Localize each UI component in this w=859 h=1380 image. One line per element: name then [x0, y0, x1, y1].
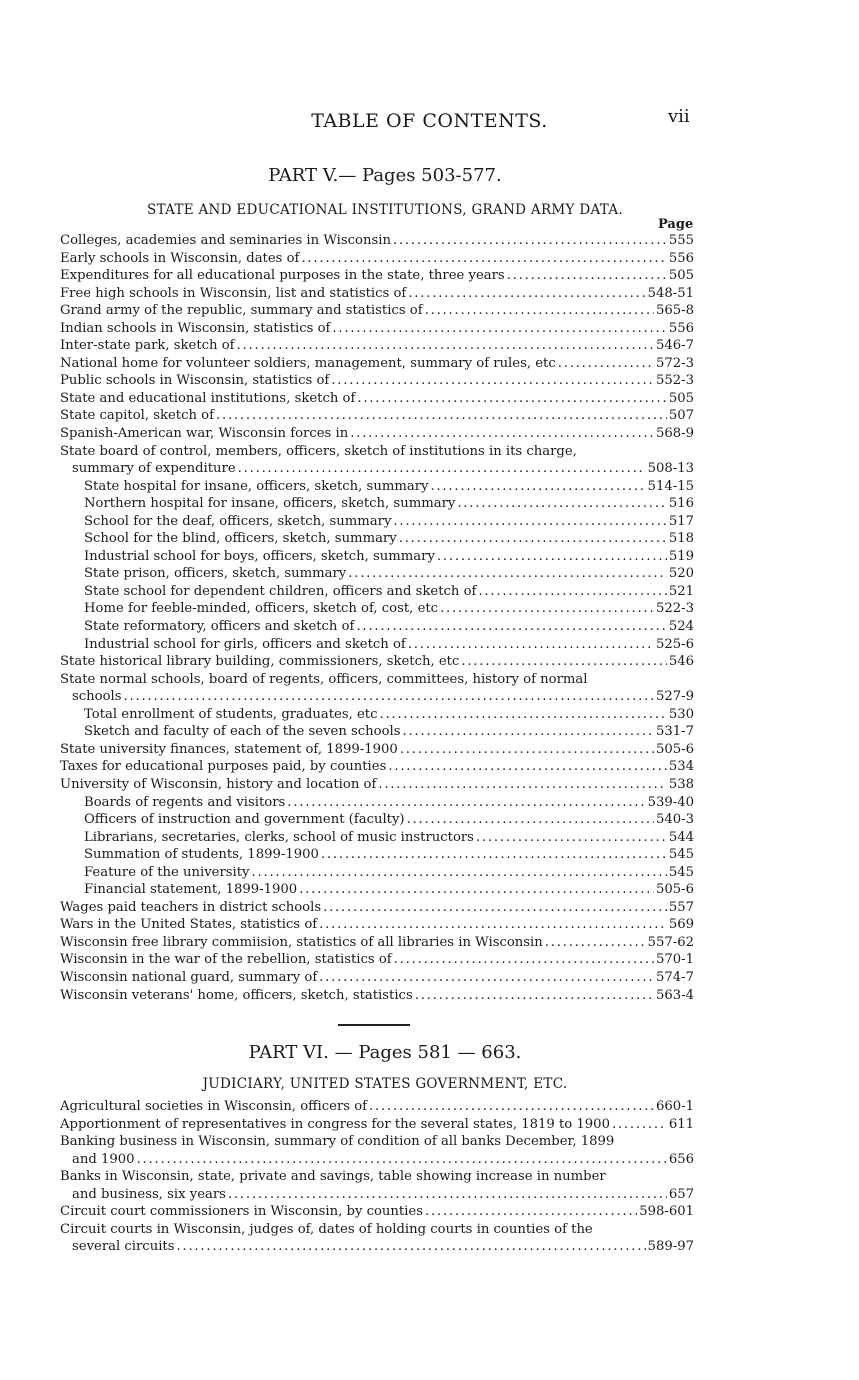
- toc-entry-label: Inter-state park, sketch of: [60, 338, 235, 354]
- toc-entry-page: 546: [668, 654, 694, 670]
- dot-leader: [457, 495, 667, 513]
- dot-leader: [350, 425, 654, 443]
- toc-entry-label: summary of expenditure: [72, 461, 236, 477]
- toc-entry-label: State historical library building, commissioners, sketch, etc: [60, 654, 460, 670]
- toc-entry: [60, 846, 694, 864]
- toc-entry: [60, 916, 694, 934]
- toc-entry-label: State board of control, members, officers, sketch of institutions in its charge,: [60, 443, 577, 459]
- dot-leader: [176, 1238, 645, 1256]
- dot-leader: [331, 372, 654, 390]
- toc-entry-page: 556: [668, 250, 694, 266]
- toc-entry: [60, 987, 694, 1005]
- toc-entry: [60, 390, 694, 408]
- toc-entry: [60, 250, 694, 268]
- toc-entry: [60, 583, 694, 601]
- part-v-title: PART V.— Pages 503-577.: [268, 165, 502, 186]
- toc-entry-page: 546-7: [655, 338, 694, 354]
- toc-entry-page: 565-8: [655, 303, 694, 319]
- toc-entry-page: 563-4: [655, 987, 694, 1003]
- dot-leader: [507, 267, 667, 285]
- dot-leader: [393, 232, 667, 250]
- toc-entry: [60, 969, 694, 987]
- toc-entry: [60, 320, 694, 338]
- dot-leader: [299, 881, 654, 899]
- toc-entry-page: 507: [668, 408, 694, 424]
- toc-entry: [60, 600, 694, 618]
- part-vi-title: PART VI. — Pages 581 — 663.: [248, 1042, 522, 1063]
- toc-entry-label: Spanish-American war, Wisconsin forces in: [60, 426, 349, 442]
- toc-entry: [60, 1098, 694, 1116]
- toc-entry-page: 569: [668, 917, 694, 933]
- toc-entry-page: 521: [668, 583, 694, 599]
- toc-entry-page: 518: [668, 531, 694, 547]
- dot-leader: [394, 951, 654, 969]
- dot-leader: [393, 513, 666, 531]
- toc-entry-page: 540-3: [655, 812, 694, 828]
- toc-entry: [60, 372, 694, 390]
- dot-leader: [228, 1186, 667, 1204]
- toc-entry: [60, 407, 694, 425]
- toc-entry: [60, 688, 694, 706]
- toc-entry-label: State hospital for insane, officers, sketch, summary: [84, 478, 429, 494]
- toc-entry: [60, 478, 694, 496]
- toc-entry: [60, 881, 694, 899]
- toc-entry: [60, 1168, 694, 1186]
- dot-leader: [545, 934, 646, 952]
- toc-entry-label: Grand army of the republic, summary and statistics of: [60, 303, 423, 319]
- toc-entry-label: schools: [72, 689, 122, 705]
- toc-entry-label: Financial statement, 1899-1900: [84, 882, 298, 898]
- toc-entry: [60, 1116, 694, 1134]
- toc-entry-label: and business, six years: [72, 1186, 226, 1202]
- toc-entry-page: 508-13: [647, 461, 694, 477]
- toc-entry-label: Total enrollment of students, graduates, etc: [84, 706, 378, 722]
- dot-leader: [137, 1151, 667, 1169]
- toc-entry: [60, 530, 694, 548]
- toc-entry-label: State normal schools, board of regents, officers, committees, history of normal: [60, 671, 588, 687]
- dot-leader: [237, 337, 654, 355]
- toc-entry-page: 572-3: [655, 355, 694, 371]
- dot-leader: [408, 636, 654, 654]
- toc-entry-page: 505: [668, 390, 694, 406]
- toc-entry: [60, 618, 694, 636]
- toc-entry: [60, 460, 694, 478]
- toc-entry-page: 548-51: [647, 285, 694, 301]
- toc-entry-label: Northern hospital for insane, officers, sketch, summary: [84, 496, 456, 512]
- toc-entry-label: Wisconsin national guard, summary of: [60, 969, 318, 985]
- toc-entry: [60, 548, 694, 566]
- toc-entry-page: 568-9: [655, 426, 694, 442]
- toc-entry-page: 544: [668, 829, 694, 845]
- toc-entry-label: Officers of instruction and government (faculty): [84, 812, 405, 828]
- dot-leader: [357, 390, 666, 408]
- toc-entry-label: Expenditures for all educational purposes in the state, three years: [60, 268, 505, 284]
- toc-entry: [60, 285, 694, 303]
- dot-leader: [558, 355, 654, 373]
- dot-leader: [437, 548, 667, 566]
- toc-entry-page: 534: [668, 759, 694, 775]
- toc-entry: [60, 653, 694, 671]
- toc-entry-page: 556: [668, 320, 694, 336]
- toc-entry-page: 505: [668, 268, 694, 284]
- toc-entry-label: Circuit court commissioners in Wisconsin, by counties: [60, 1204, 423, 1220]
- dot-leader: [356, 618, 666, 636]
- toc-entry: [60, 337, 694, 355]
- toc-entry: [60, 1221, 694, 1239]
- toc-entry-label: University of Wisconsin, history and location of: [60, 776, 377, 792]
- dot-leader: [287, 794, 645, 812]
- toc-entry-label: Agricultural societies in Wisconsin, officers of: [60, 1099, 368, 1114]
- toc-entry-label: Wisconsin veterans' home, officers, sketch, statistics: [60, 987, 413, 1003]
- toc-entry-label: Taxes for educational purposes paid, by counties: [60, 759, 387, 775]
- toc-entry-page: 570-1: [655, 952, 694, 968]
- toc-entry-label: Free high schools in Wisconsin, list and statistics of: [60, 285, 407, 301]
- toc-entry: [60, 1238, 694, 1256]
- dot-leader: [478, 583, 666, 601]
- toc-entry-label: State capitol, sketch of: [60, 408, 214, 424]
- toc-entry-label: Banks in Wisconsin, state, private and savings, table showing increase in number: [60, 1169, 606, 1185]
- toc-entry: [60, 513, 694, 531]
- dot-leader: [319, 969, 654, 987]
- toc-entry-label: Boards of regents and visitors: [84, 794, 286, 810]
- toc-entry-label: Early schools in Wisconsin, dates of: [60, 250, 300, 266]
- toc-entry: [60, 811, 694, 829]
- toc-entry: [60, 425, 694, 443]
- dot-leader: [216, 407, 667, 425]
- toc-entry-label: School for the blind, officers, sketch, summary: [84, 531, 397, 547]
- toc-entry-page: 514-15: [647, 478, 694, 494]
- toc-entry-label: National home for volunteer soldiers, management, summary of rules, etc: [60, 355, 556, 371]
- dot-leader: [400, 741, 654, 759]
- toc-entry: [60, 758, 694, 776]
- toc-entry: [60, 829, 694, 847]
- dot-leader: [238, 460, 646, 478]
- toc-entry-label: Wisconsin in the war of the rebellion, statistics of: [60, 952, 392, 968]
- toc-entry: [60, 723, 694, 741]
- toc-entry: [60, 741, 694, 759]
- toc-entry-label: Indian schools in Wisconsin, statistics of: [60, 320, 331, 336]
- toc-entry-label: Wisconsin free library commiision, statistics of all libraries in Wisconsin: [60, 934, 543, 950]
- dot-leader: [403, 723, 654, 741]
- toc-entry-label: several circuits: [72, 1239, 175, 1255]
- toc-entry: [60, 1186, 694, 1204]
- toc-entry: [60, 565, 694, 583]
- toc-entry: [60, 671, 694, 689]
- toc-entry-page: 527-9: [655, 689, 694, 705]
- dot-leader: [388, 758, 666, 776]
- toc-entry-page: 552-3: [655, 373, 694, 389]
- toc-entry-label: Home for feeble-minded, officers, sketch of, cost, etc: [84, 601, 439, 617]
- dot-leader: [369, 1098, 654, 1116]
- dot-leader: [348, 565, 667, 583]
- page-title: TABLE OF CONTENTS.: [311, 110, 548, 132]
- toc-entry: [60, 706, 694, 724]
- toc-entry: [60, 776, 694, 794]
- toc-entry: [60, 443, 694, 461]
- dot-leader: [332, 320, 666, 338]
- dot-leader: [425, 1203, 637, 1221]
- dot-leader: [425, 302, 654, 320]
- toc-entry-page: 505-6: [655, 741, 694, 757]
- toc-entry-page: 520: [668, 566, 694, 582]
- toc-entry-page: 522-3: [655, 601, 694, 617]
- toc-entry-page: 557-62: [647, 934, 694, 950]
- dot-leader: [399, 530, 667, 548]
- dot-leader: [319, 916, 667, 934]
- toc-entry: [60, 934, 694, 952]
- dot-leader: [407, 811, 654, 829]
- dot-leader: [124, 688, 654, 706]
- toc-entry-label: Industrial school for girls, officers and sketch of: [84, 636, 406, 652]
- page-column-label: Page: [658, 217, 694, 232]
- toc-entry-label: Apportionment of representatives in congress for the several states, 1819 to 1900: [60, 1116, 610, 1132]
- dot-leader: [476, 829, 667, 847]
- dot-leader: [378, 776, 666, 794]
- toc-entry: [60, 355, 694, 373]
- part-v-subtitle: STATE AND EDUCATIONAL INSTITUTIONS, GRAND ARMY DATA.: [147, 202, 623, 218]
- dot-leader: [408, 285, 645, 303]
- toc-entry-label: State reformatory, officers and sketch of: [84, 619, 355, 635]
- part-vi-subtitle: JUDICIARY, UNITED STATES GOVERNMENT, ETC.: [202, 1076, 568, 1092]
- toc-entry-page: 517: [668, 513, 694, 529]
- toc-entry: [60, 232, 694, 250]
- toc-entry-page: 505-6: [655, 882, 694, 898]
- dot-leader: [461, 653, 666, 671]
- toc-entry-page: 545: [668, 864, 694, 880]
- toc-entry: [60, 1151, 694, 1169]
- part-v-toc: [60, 232, 694, 1004]
- dot-leader: [252, 864, 667, 882]
- toc-entry-label: Sketch and faculty of each of the seven schools: [84, 724, 401, 740]
- toc-entry: [60, 636, 694, 654]
- toc-entry: [60, 1203, 694, 1221]
- toc-entry: [60, 267, 694, 285]
- part-vi-toc: [60, 1098, 694, 1256]
- toc-entry-page: 539-40: [647, 794, 694, 810]
- toc-entry: [60, 302, 694, 320]
- toc-entry-label: Industrial school for boys, officers, sketch, summary: [84, 548, 435, 564]
- toc-entry-page: 538: [668, 776, 694, 792]
- toc-entry-label: Librarians, secretaries, clerks, school of music instructors: [84, 829, 474, 845]
- toc-entry-page: 589-97: [647, 1239, 694, 1255]
- toc-entry-page: 611: [668, 1116, 694, 1132]
- toc-entry-page: 555: [668, 233, 694, 248]
- toc-entry-page: 598-601: [639, 1204, 694, 1220]
- page-number: vii: [668, 106, 690, 127]
- toc-entry-page: 516: [668, 496, 694, 512]
- toc-entry: [60, 1133, 694, 1151]
- toc-entry: [60, 794, 694, 812]
- toc-entry-label: State university finances, statement of, 1899-1900: [60, 741, 398, 757]
- dot-leader: [379, 706, 666, 724]
- toc-entry-label: Wars in the United States, statistics of: [60, 917, 318, 933]
- dot-leader: [321, 846, 667, 864]
- toc-entry: [60, 864, 694, 882]
- toc-entry: [60, 899, 694, 917]
- toc-entry-page: 531-7: [655, 724, 694, 740]
- toc-entry-label: Feature of the university: [84, 864, 250, 880]
- toc-entry-page: 530: [668, 706, 694, 722]
- dot-leader: [301, 250, 666, 268]
- toc-entry-label: Summation of students, 1899-1900: [84, 847, 319, 863]
- toc-entry-label: State prison, officers, sketch, summary: [84, 566, 347, 582]
- toc-entry-label: School for the deaf, officers, sketch, summary: [84, 513, 392, 529]
- toc-entry-label: Colleges, academies and seminaries in Wisconsin: [60, 233, 391, 248]
- toc-entry-page: 524: [668, 619, 694, 635]
- toc-entry-page: 525-6: [655, 636, 694, 652]
- toc-entry-label: State school for dependent children, officers and sketch of: [84, 583, 477, 599]
- dot-leader: [415, 987, 654, 1005]
- toc-entry-page: 656: [668, 1151, 694, 1167]
- toc-entry-page: 519: [668, 548, 694, 564]
- toc-entry-label: State and educational institutions, sketch of: [60, 390, 356, 406]
- toc-entry-label: and 1900: [72, 1151, 135, 1167]
- toc-entry-label: Public schools in Wisconsin, statistics of: [60, 373, 330, 389]
- toc-entry-label: Wages paid teachers in district schools: [60, 899, 322, 915]
- toc-entry-page: 657: [668, 1186, 694, 1202]
- toc-entry: [60, 951, 694, 969]
- toc-entry-page: 557: [668, 899, 694, 915]
- toc-entry: [60, 495, 694, 513]
- dot-leader: [323, 899, 667, 917]
- dot-leader: [440, 600, 654, 618]
- toc-entry-label: Banking business in Wisconsin, summary of condition of all banks December, 1899: [60, 1134, 615, 1150]
- toc-entry-page: 574-7: [655, 969, 694, 985]
- dot-leader: [612, 1116, 667, 1134]
- section-divider: [338, 1024, 410, 1026]
- toc-entry-page: 545: [668, 847, 694, 863]
- dot-leader: [430, 478, 645, 496]
- toc-entry-page: 660-1: [655, 1099, 694, 1114]
- toc-entry-label: Circuit courts in Wisconsin, judges of, dates of holding courts in counties of the: [60, 1221, 593, 1237]
